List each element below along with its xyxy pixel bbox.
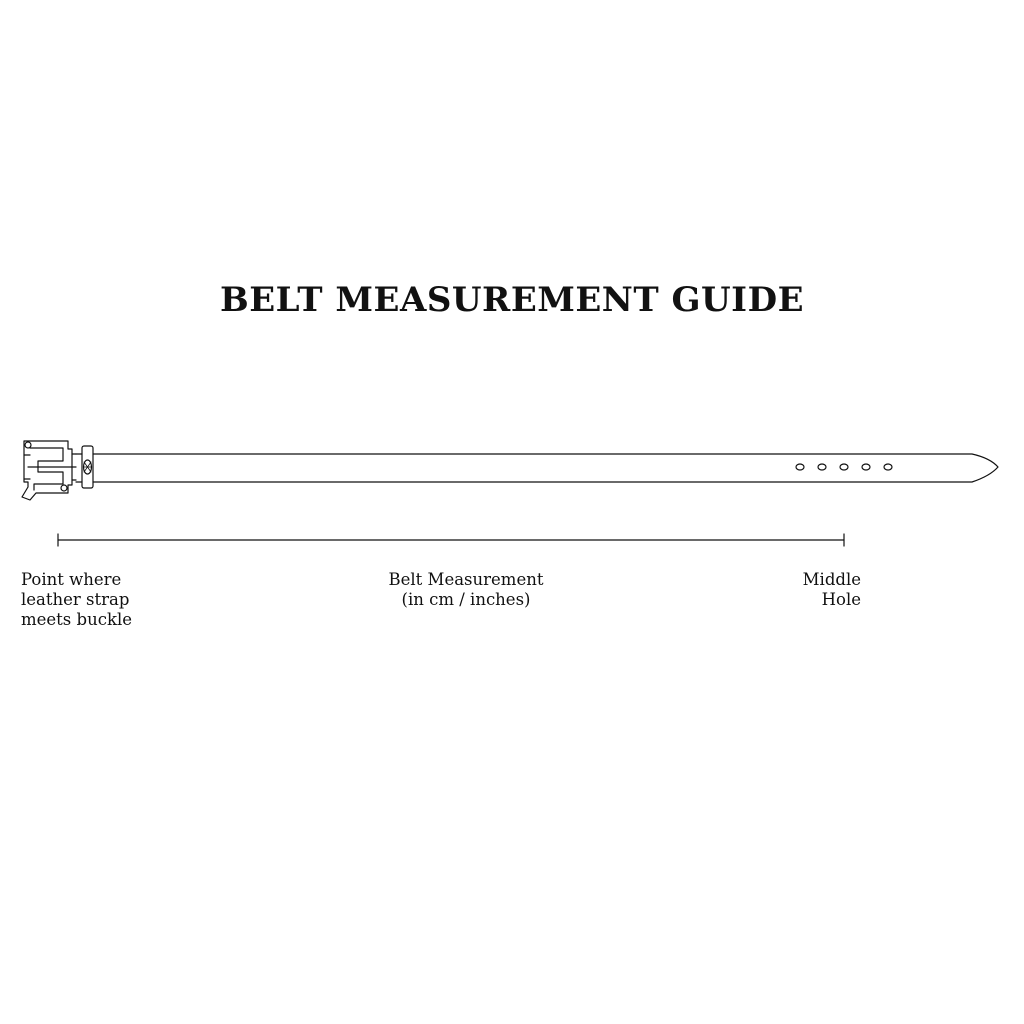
belt-keeper bbox=[82, 446, 93, 488]
belt-hole bbox=[818, 464, 826, 470]
buckle-rivet-bottom bbox=[61, 485, 67, 491]
buckle-icon bbox=[22, 441, 76, 500]
belt-hole bbox=[796, 464, 804, 470]
belt-hole bbox=[862, 464, 870, 470]
page-title: BELT MEASUREMENT GUIDE bbox=[220, 280, 804, 320]
buckle-inner bbox=[30, 448, 63, 490]
buckle-rivet-top bbox=[25, 442, 31, 448]
middle-hole-label: Middle Hole bbox=[802, 570, 861, 609]
belt-hole-middle bbox=[840, 464, 848, 470]
measurement-line bbox=[58, 534, 844, 546]
buckle-point-label: Point where leather strap meets buckle bbox=[21, 570, 132, 629]
belt-hole bbox=[884, 464, 892, 470]
measurement-label: Belt Measurement (in cm / inches) bbox=[388, 570, 544, 609]
